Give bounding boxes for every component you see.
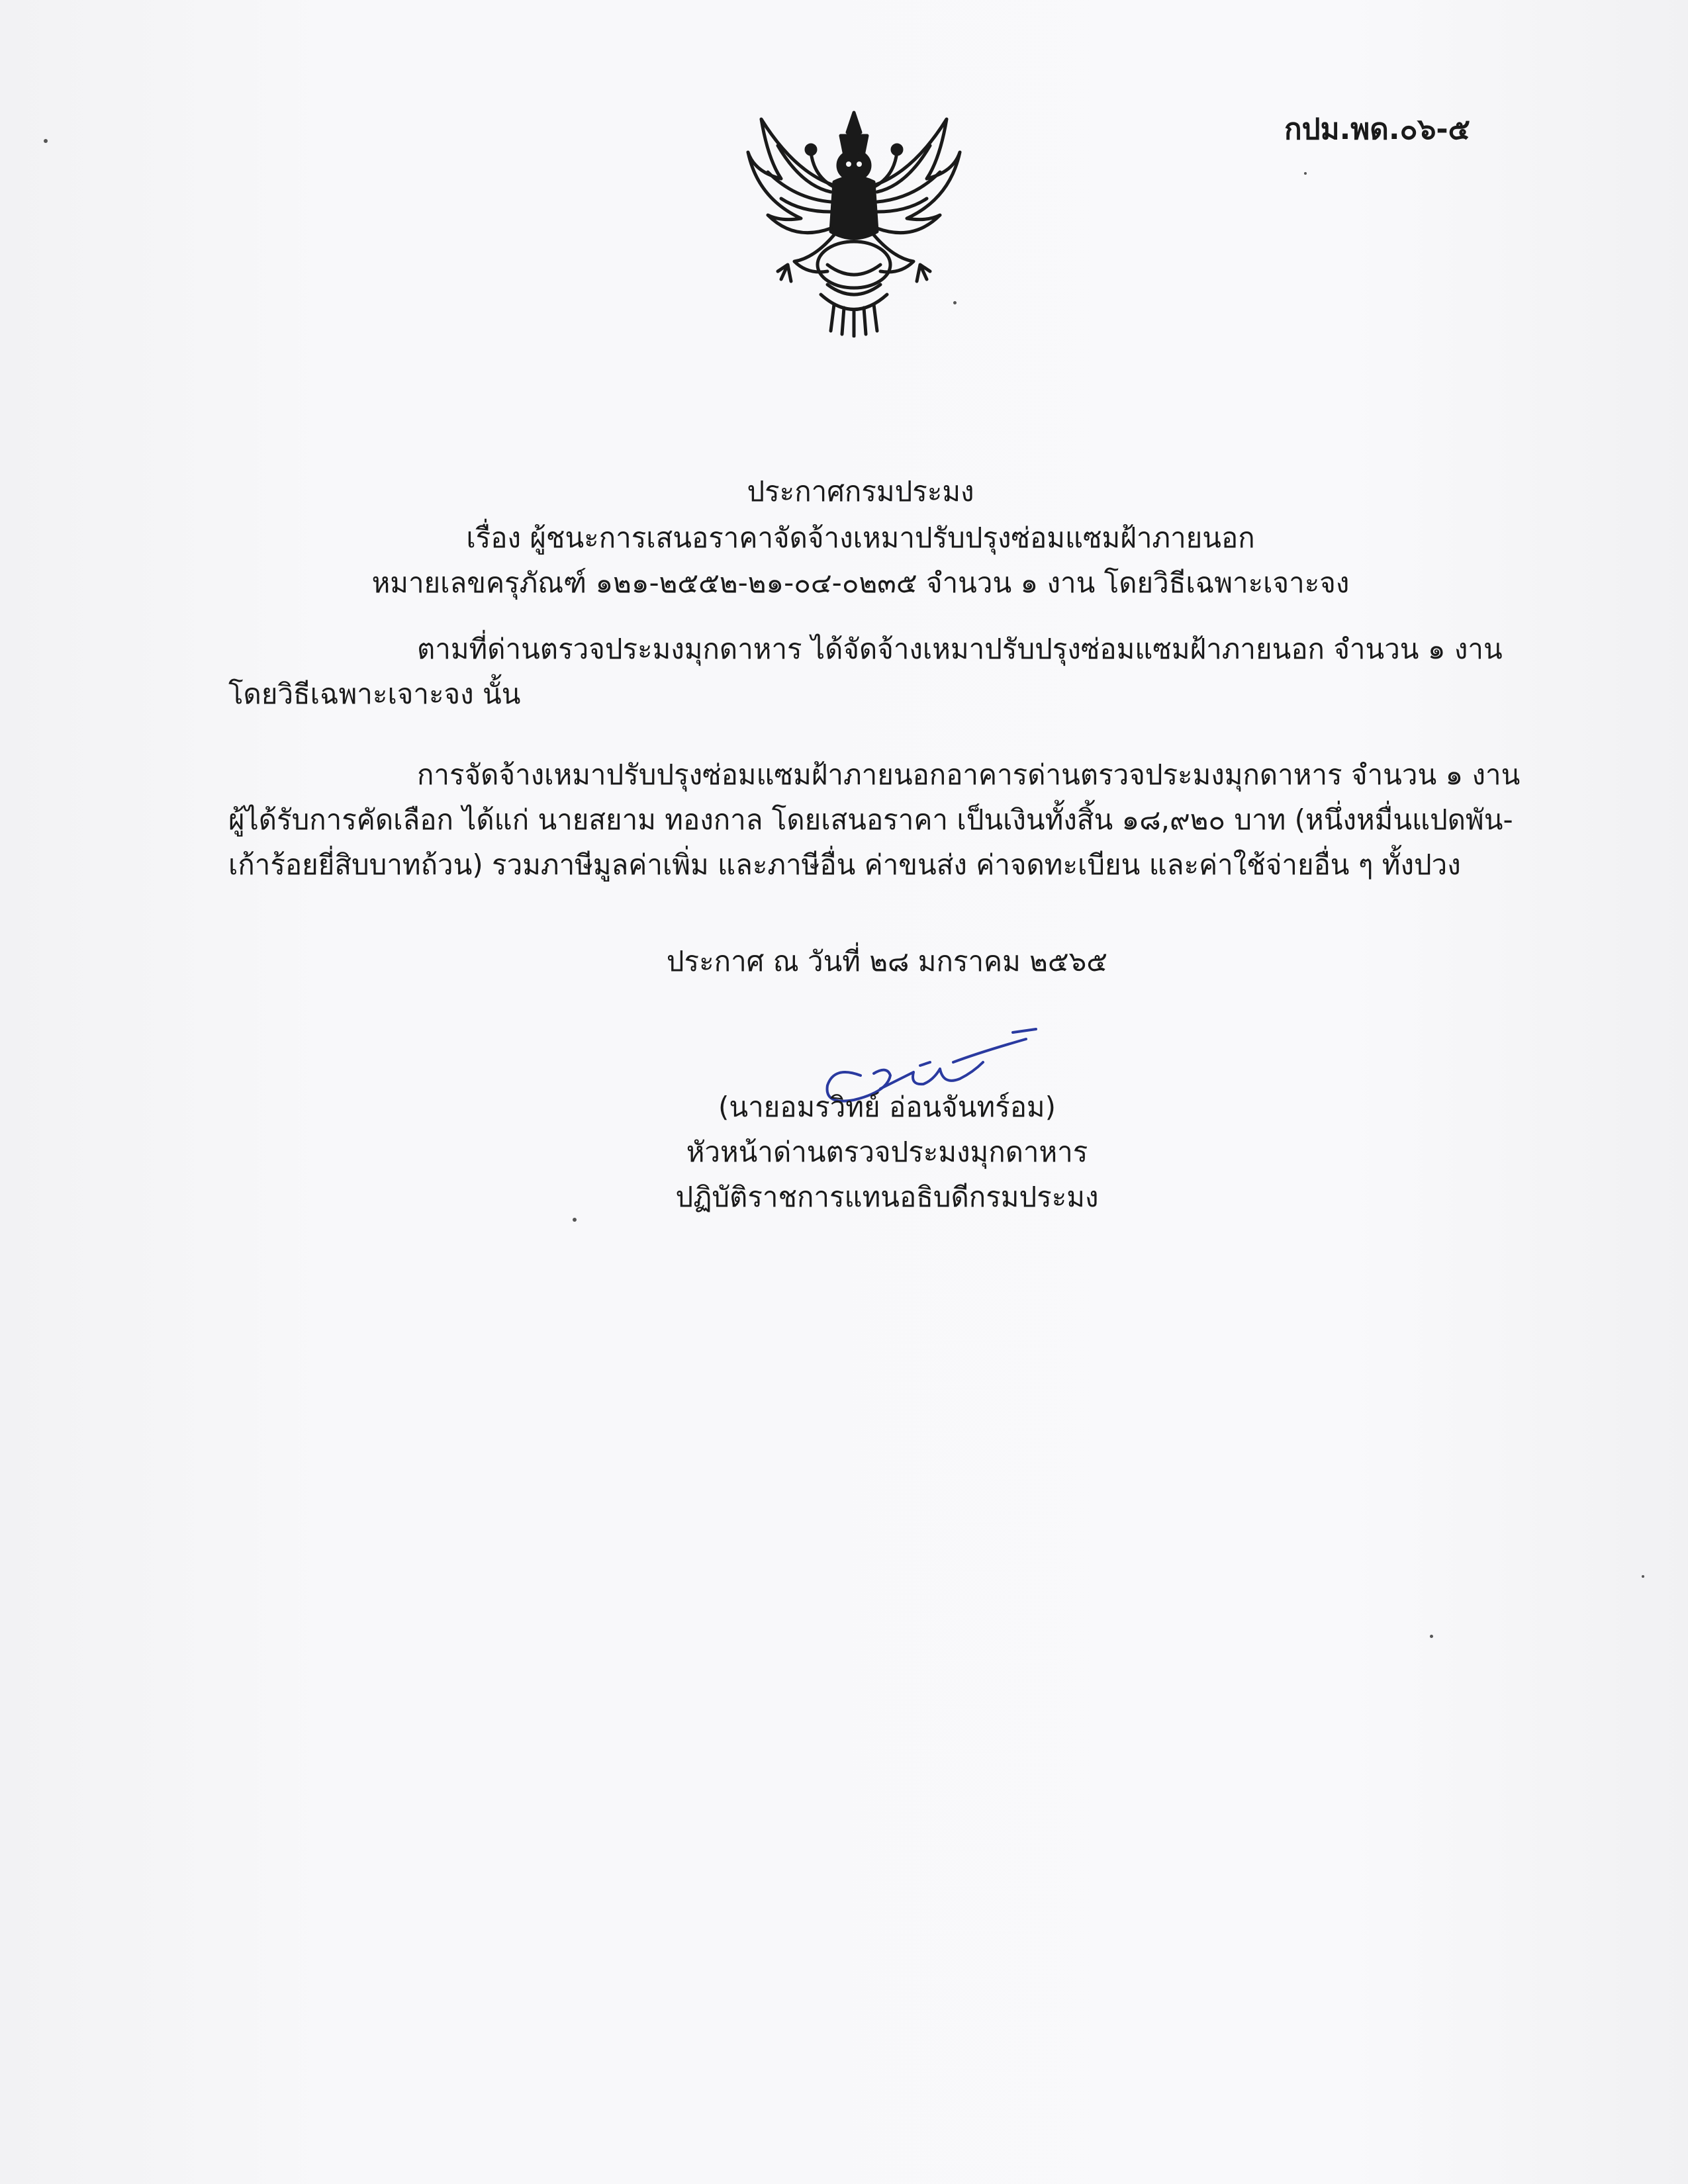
signer-name: (นายอมรวิทย์ อ่อนจันทร์อม) [718, 1091, 1056, 1123]
scan-speck [573, 1218, 577, 1222]
scan-speck [1304, 172, 1307, 175]
scan-speck [44, 139, 48, 143]
signer-title: หัวหน้าด่านตรวจประมงมุกดาหาร [686, 1136, 1088, 1168]
paragraph-line: โดยวิธีเฉพาะเจาะจง นั้น [228, 678, 521, 710]
scan-speck [1642, 1575, 1644, 1578]
paragraph-line: ผู้ได้รับการคัดเลือก ได้แก่ นายสยาม ทองกาล โดยเสนอราคา เป็นเงินทั้งสิ้น ๑๘,๙๒๐ บาท (หนึ่งหมื่นแปดพัน- [228, 803, 1513, 836]
subject-line: หมายเลขครุภัณฑ์ ๑๒๑-๒๕๕๒-๒๑-๐๔-๐๒๓๕ จำนวน ๑ งาน โดยวิธีเฉพาะเจาะจง [371, 567, 1350, 599]
subject-line: เรื่อง ผู้ชนะการเสนอราคาจัดจ้างเหมาปรับปรุงซ่อมแซมฝ้าภายนอก [466, 522, 1255, 554]
paragraph-line: ตามที่ด่านตรวจประมงมุกดาหาร ได้จัดจ้างเหมาปรับปรุงซ่อมแซมฝ้าภายนอก จำนวน ๑ งาน [417, 633, 1503, 665]
scan-speck [953, 301, 957, 304]
paragraph-line: เก้าร้อยยี่สิบบาทถ้วน) รวมภาษีมูลค่าเพิ่ม และภาษีอื่น ค่าขนส่ง ค่าจดทะเบียน และค่าใช้จ่ายอื่น ๆ ทั้งปวง [228, 848, 1461, 881]
form-code: กปม.พด.๐๖-๕ [1284, 113, 1470, 146]
garuda-emblem-icon [741, 106, 966, 338]
announcement-title: ประกาศกรมประมง [747, 475, 974, 508]
scan-speck [1430, 1635, 1433, 1638]
announcement-date: ประกาศ ณ วันที่ ๒๘ มกราคม ๒๕๖๕ [666, 945, 1108, 978]
paragraph-line: การจัดจ้างเหมาปรับปรุงซ่อมแซมฝ้าภายนอกอาคารด่านตรวจประมงมุกดาหาร จำนวน ๑ งาน [417, 758, 1521, 791]
signer-title: ปฏิบัติราชการแทนอธิบดีกรมประมง [675, 1181, 1099, 1213]
